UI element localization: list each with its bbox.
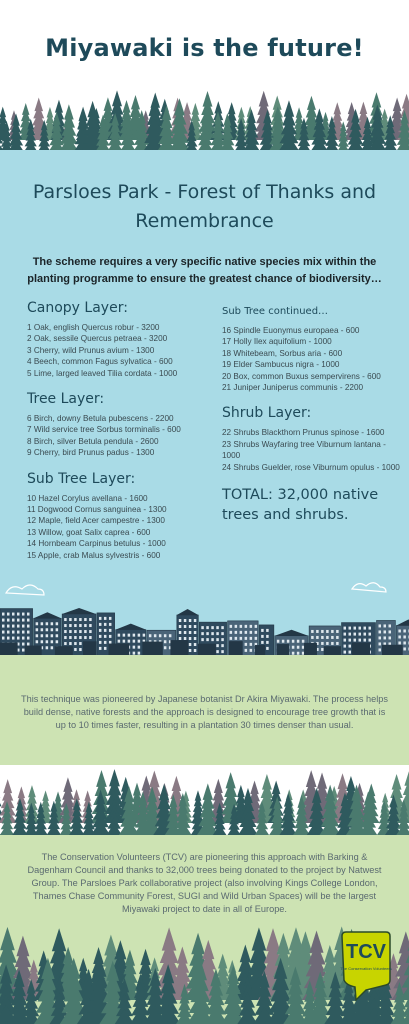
subtree-continued-heading: Sub Tree continued…: [222, 306, 329, 317]
house: [324, 646, 341, 655]
total-count: TOTAL: 32,000 native trees and shrubs.: [222, 487, 379, 524]
species-item: 4 Beech, common Fagus sylvatica - 600: [27, 357, 173, 367]
species-item: 6 Birch, downy Betula pubescens - 2200: [27, 414, 174, 424]
species-item: 20 Box, common Buxus sempervirens - 600: [222, 371, 381, 381]
house: [352, 643, 370, 655]
house: [255, 645, 265, 655]
house: [229, 641, 243, 655]
canopy-list: [27, 322, 217, 379]
species-item: 2 Oak, sessile Quercus petraea - 3200: [27, 334, 168, 344]
tree-list: [27, 413, 217, 459]
house: [304, 643, 317, 655]
species-item: 8 Birch, silver Betula pendula - 2600: [27, 436, 159, 446]
shrub-heading: Shrub Layer:: [222, 405, 312, 422]
species-item: 7 Wild service tree Sorbus torminalis - 600: [27, 425, 181, 435]
house: [142, 642, 162, 655]
technique-text: This technique was pioneered by Japanese botanist Dr Akira Miyawaki. The process helps build dense, native forests and the approach is designed to encourage tree growth that is up to 10 times faster, resulting in a plantation 30 times denser than usual.: [20, 694, 388, 730]
footer-section: [0, 835, 409, 1024]
species-item: 23 Shrubs Wayfaring tree Viburnum lantana - 1000: [222, 439, 386, 461]
house: [55, 646, 73, 655]
tcv-logo-text: TCV: [346, 941, 386, 963]
page-title: Miyawaki is the future!: [45, 34, 364, 62]
species-item: 16 Spindle Euonymus europaea - 600: [222, 326, 360, 335]
species-item: 24 Shrubs Guelder, rose Viburnum opulus - 1000: [222, 462, 400, 472]
subtree-list: [27, 493, 217, 561]
left-column: [27, 300, 217, 573]
tcv-logo[interactable]: [340, 930, 392, 1002]
house: [83, 641, 96, 655]
project-subtitle: Parsloes Park - Forest of Thanks and Remembrance: [32, 181, 377, 232]
subtree-heading: Sub Tree Layer:: [27, 470, 136, 487]
species-item: 3 Cherry, wild Prunus avium - 1300: [27, 345, 155, 355]
species-item: 9 Cherry, bird Prunus padus - 1300: [27, 448, 155, 458]
forest-illustration: [0, 765, 409, 835]
species-item: 11 Dogwood Cornus sanguinea - 1300: [27, 505, 167, 515]
footer-text: The Conservation Volunteers (TCV) are pioneering this approach with Barking & Dagenham Council and thanks to 32,000 trees being donated to the project by Natwest Group. The Parsloes Park collaborative project (also involving Kings College London, Thames Chase Community Forest, SUGI and Wild Urban Spaces) will be the largest Miyawaki project to date in all of Europe.: [27, 852, 382, 914]
house: [382, 645, 403, 655]
species-panel: [0, 150, 409, 655]
right-column: [222, 306, 402, 525]
forest-band: [0, 765, 409, 835]
subtree-continued-list: [222, 325, 402, 393]
house: [0, 643, 18, 655]
species-item: 1 Oak, english Quercus robur - 3200: [27, 323, 160, 332]
house: [25, 646, 42, 655]
species-item: 10 Hazel Corylus avellana - 1600: [27, 493, 148, 503]
tree-heading: Tree Layer:: [27, 391, 105, 408]
species-item: 17 Holly Ilex aquifolium - 1000: [222, 337, 332, 347]
species-item: 15 Apple, crab Malus sylvestris - 600: [27, 550, 161, 560]
house: [109, 644, 130, 655]
technique-section: [0, 655, 409, 765]
intro-text: The scheme requires a very specific native species mix within the planting programme to ensure the greatest chance of biodiversity…: [27, 256, 382, 285]
header-section: [0, 0, 409, 150]
city-skyline-illustration: [0, 590, 409, 655]
species-item: 21 Juniper Juniperus communis - 2200: [222, 383, 364, 393]
tcv-logo-subtext: The Conservation Volunteers: [340, 966, 392, 971]
species-item: 22 Shrubs Blackthorn Prunus spinose - 1600: [222, 428, 385, 438]
house: [277, 644, 289, 655]
shrub-list: [222, 427, 402, 473]
house: [198, 644, 216, 655]
species-item: 14 Hornbeam Carpinus betulus - 1000: [27, 539, 166, 549]
species-item: 13 Willow, goat Salix caprea - 600: [27, 527, 151, 537]
species-item: 12 Maple, field Acer campestre - 1300: [27, 516, 165, 526]
forest-illustration: [0, 80, 409, 150]
species-item: 18 Whitebeam, Sorbus aria - 600: [222, 348, 343, 358]
canopy-heading: Canopy Layer:: [27, 300, 128, 316]
species-item: 19 Elder Sambucus nigra - 1000: [222, 360, 340, 370]
species-item: 5 Lime, larged leaved Tilia cordata - 1000: [27, 368, 178, 378]
house: [170, 640, 188, 655]
